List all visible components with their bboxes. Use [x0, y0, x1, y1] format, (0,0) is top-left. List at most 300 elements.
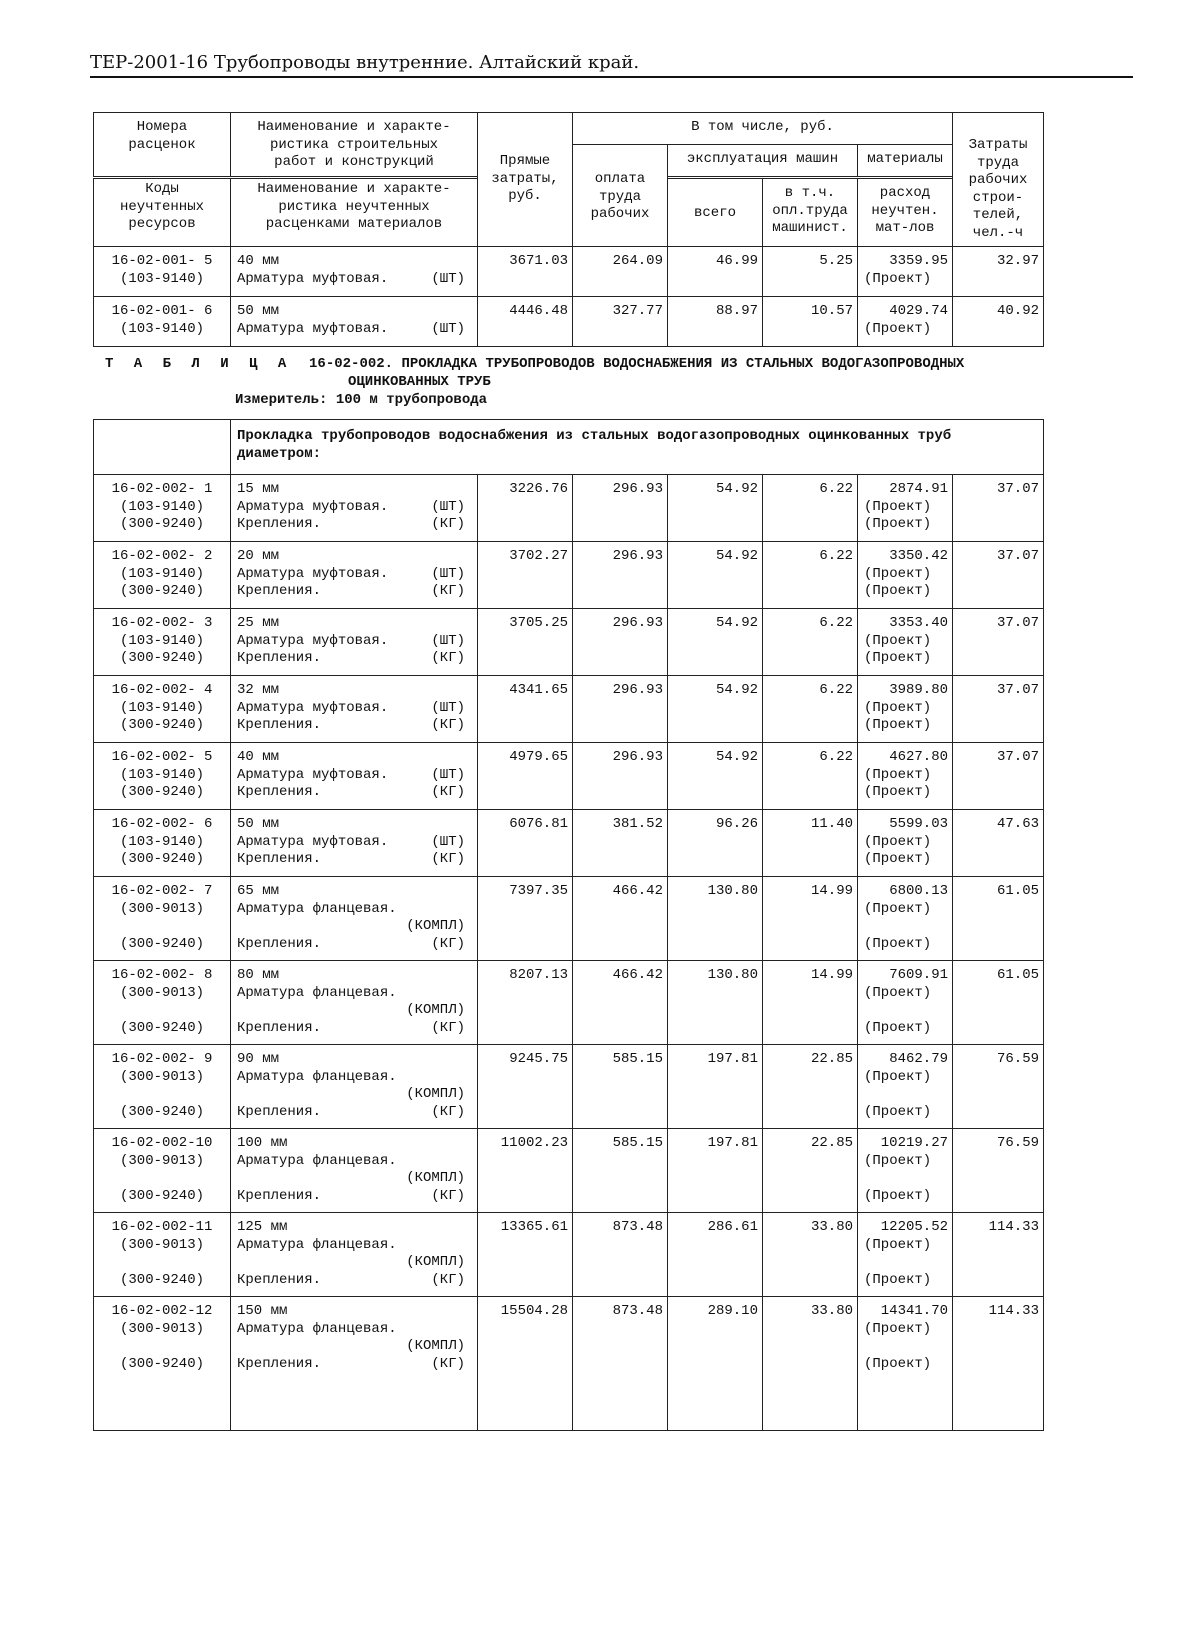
rate-code-cell	[94, 810, 231, 877]
rate-code: 16-02-002- 1	[111, 481, 213, 497]
material-line	[237, 1086, 465, 1104]
rate-code-cell	[94, 609, 231, 676]
material-name: Крепления.	[237, 1187, 322, 1204]
material-line	[237, 767, 465, 785]
work-description-cell	[231, 877, 478, 961]
machines-operator-pay: 6.22	[763, 542, 858, 609]
materials-cost: 2874.91	[889, 481, 948, 497]
machines-operator-pay: 6.22	[763, 609, 858, 676]
resource-code: (300-9240)	[119, 1187, 204, 1204]
resource-code	[94, 1170, 230, 1188]
materials-cost: 3350.42	[889, 548, 948, 564]
machines-operator-pay: 22.85	[763, 1045, 858, 1129]
resource-code: (300-9240)	[119, 516, 204, 532]
labor-hours: 37.07	[953, 609, 1044, 676]
col-materials: материалы	[858, 145, 953, 177]
material-name: Арматура муфтовая.	[237, 632, 389, 649]
table-row	[94, 1213, 1044, 1297]
material-name	[237, 1002, 406, 1020]
labor-hours: 47.63	[953, 810, 1044, 877]
rate-code: 16-02-002- 6	[111, 816, 213, 832]
materials-cost: 12205.52	[880, 1219, 948, 1235]
materials-cell	[858, 542, 953, 609]
machines-total: 130.80	[668, 877, 763, 961]
labor-hours: 37.07	[953, 475, 1044, 542]
labor-pay: 296.93	[573, 609, 668, 676]
labor-pay: 264.09	[573, 247, 668, 297]
material-unit: (КГ)	[431, 583, 465, 599]
material-unit: (КГ)	[431, 851, 465, 867]
materials-note: (Проект)	[864, 498, 932, 515]
table-row	[94, 475, 1044, 542]
materials-note: (Проект)	[864, 516, 932, 532]
resource-code: (103-9140)	[119, 833, 204, 850]
materials-cost: 3989.80	[889, 682, 948, 698]
table-title	[105, 356, 964, 374]
rate-code: 16-02-002-10	[111, 1135, 213, 1151]
materials-cell	[858, 1045, 953, 1129]
pipe-size: 32 мм	[237, 682, 280, 698]
labor-pay: 585.15	[573, 1045, 668, 1129]
table-row	[94, 810, 1044, 877]
pipe-size: 65 мм	[237, 883, 280, 899]
materials-note	[858, 918, 952, 936]
work-description-cell	[231, 609, 478, 676]
pipe-size: 40 мм	[237, 253, 280, 269]
rate-code: 16-02-002- 7	[111, 883, 213, 899]
labor-hours: 114.33	[953, 1213, 1044, 1297]
material-name: Арматура муфтовая.	[237, 270, 389, 287]
direct-cost: 4341.65	[478, 676, 573, 743]
pipe-size: 80 мм	[237, 967, 280, 983]
resource-code: (300-9013)	[119, 900, 204, 917]
material-unit: (ШТ)	[431, 632, 465, 649]
machines-operator-pay: 6.22	[763, 743, 858, 810]
material-line	[237, 321, 465, 339]
resource-code: (300-9240)	[119, 1271, 204, 1288]
materials-note: (Проект)	[864, 784, 932, 800]
material-unit: (ШТ)	[431, 565, 465, 582]
material-name: Крепления.	[237, 935, 322, 952]
material-line	[237, 985, 465, 1003]
material-name: Крепления.	[237, 583, 322, 599]
material-name: Крепления.	[237, 516, 322, 532]
machines-operator-pay: 14.99	[763, 877, 858, 961]
table-row	[94, 609, 1044, 676]
materials-note: (Проект)	[864, 699, 932, 716]
labor-pay: 873.48	[573, 1213, 668, 1297]
table-row	[94, 1297, 1044, 1431]
work-description-cell	[231, 1297, 478, 1431]
material-line	[237, 1272, 465, 1290]
material-unit: (КГ)	[431, 650, 465, 666]
materials-note: (Проект)	[864, 935, 932, 952]
materials-cell	[858, 1213, 953, 1297]
work-description-cell	[231, 297, 478, 347]
material-unit: (ШТ)	[431, 320, 465, 337]
material-line	[237, 1170, 465, 1188]
resource-code: (300-9240)	[119, 1355, 204, 1372]
materials-cost: 4029.74	[889, 303, 949, 319]
labor-hours: 76.59	[953, 1129, 1044, 1213]
col-rate-numbers: Номера расценок	[94, 113, 231, 177]
materials-note: (Проект)	[864, 632, 932, 649]
pipe-size: 50 мм	[237, 816, 280, 832]
material-unit: (ШТ)	[431, 766, 465, 783]
materials-cost: 10219.27	[880, 1135, 948, 1151]
material-line	[237, 834, 465, 852]
material-line	[237, 1153, 465, 1171]
machines-total: 286.61	[668, 1213, 763, 1297]
machines-total: 54.92	[668, 475, 763, 542]
direct-cost: 3671.03	[478, 247, 573, 297]
material-unit: (КГ)	[431, 1355, 465, 1372]
material-name	[237, 918, 406, 936]
material-unit: (КГ)	[431, 784, 465, 800]
material-name: Крепления.	[237, 1103, 322, 1120]
rate-code: 16-02-001- 5	[111, 253, 213, 269]
labor-pay: 466.42	[573, 877, 668, 961]
page-header	[90, 52, 1133, 78]
material-unit: (КГ)	[431, 935, 465, 952]
material-name: Арматура фланцевая.	[237, 984, 397, 1001]
resource-code	[94, 1254, 230, 1272]
rate-code: 16-02-001- 6	[111, 303, 213, 319]
material-name: Арматура муфтовая.	[237, 320, 389, 337]
material-line	[237, 851, 465, 869]
machines-operator-pay: 33.80	[763, 1213, 858, 1297]
materials-cell	[858, 247, 953, 297]
materials-note: (Проект)	[864, 1019, 932, 1036]
material-line	[237, 717, 465, 735]
work-description-cell	[231, 1129, 478, 1213]
materials-cost: 3359.95	[889, 253, 949, 269]
machines-operator-pay: 10.57	[763, 297, 858, 347]
materials-cell	[858, 743, 953, 810]
rate-code: 16-02-002- 4	[111, 682, 213, 698]
labor-hours: 32.97	[953, 247, 1044, 297]
machines-operator-pay: 14.99	[763, 961, 858, 1045]
resource-code: (300-9240)	[119, 935, 204, 952]
pipe-size: 20 мм	[237, 548, 280, 564]
rate-code: 16-02-002- 2	[111, 548, 213, 564]
direct-cost: 8207.13	[478, 961, 573, 1045]
labor-pay: 466.42	[573, 961, 668, 1045]
material-name: Арматура фланцевая.	[237, 1152, 397, 1169]
labor-hours: 37.07	[953, 743, 1044, 810]
direct-cost: 7397.35	[478, 877, 573, 961]
resource-code: (103-9140)	[119, 320, 204, 337]
material-name	[237, 1170, 406, 1188]
machines-total: 88.97	[668, 297, 763, 347]
material-line	[237, 1002, 465, 1020]
resource-code: (300-9240)	[119, 784, 204, 800]
pipe-size: 25 мм	[237, 615, 280, 631]
table-row	[94, 542, 1044, 609]
materials-note: (Проект)	[864, 717, 932, 733]
direct-cost: 4446.48	[478, 297, 573, 347]
materials-note	[858, 1086, 952, 1104]
material-name: Арматура муфтовая.	[237, 565, 389, 582]
materials-cell	[858, 1297, 953, 1431]
rate-code-cell	[94, 1297, 231, 1431]
resource-code: (300-9240)	[119, 1103, 204, 1120]
work-description-cell	[231, 1045, 478, 1129]
machines-operator-pay: 5.25	[763, 247, 858, 297]
material-unit: (КОМПЛ)	[406, 918, 465, 934]
resource-code	[94, 918, 230, 936]
materials-cell	[858, 297, 953, 347]
machines-total: 197.81	[668, 1129, 763, 1213]
work-description-cell	[231, 542, 478, 609]
material-line	[237, 1356, 465, 1374]
materials-note: (Проект)	[864, 851, 932, 867]
material-line	[237, 901, 465, 919]
material-name: Арматура муфтовая.	[237, 833, 389, 850]
materials-note: (Проект)	[864, 1152, 932, 1169]
pipe-size: 40 мм	[237, 749, 280, 765]
direct-cost: 15504.28	[478, 1297, 573, 1431]
direct-cost: 9245.75	[478, 1045, 573, 1129]
section-caption: Прокладка трубопроводов водоснабжения из стальных водогазопроводных оцинкованных труб диаметром:	[231, 420, 1044, 475]
materials-note	[858, 1002, 952, 1020]
material-unit: (КГ)	[431, 717, 465, 733]
materials-cell	[858, 475, 953, 542]
rate-code-cell	[94, 1129, 231, 1213]
table-row	[94, 743, 1044, 810]
resource-code	[94, 1338, 230, 1356]
table-row	[94, 961, 1044, 1045]
page-title: ТЕР-2001-16 Трубопроводы внутренние. Алтайский край.	[90, 52, 640, 73]
machines-operator-pay: 22.85	[763, 1129, 858, 1213]
rate-code: 16-02-002-11	[111, 1219, 213, 1235]
materials-note: (Проект)	[864, 650, 932, 666]
labor-pay: 296.93	[573, 676, 668, 743]
materials-cell	[858, 961, 953, 1045]
machines-total: 197.81	[668, 1045, 763, 1129]
material-name: Крепления.	[237, 1355, 322, 1372]
material-line	[237, 1069, 465, 1087]
machines-total: 130.80	[668, 961, 763, 1045]
rate-code-cell	[94, 475, 231, 542]
material-unit: (КОМПЛ)	[406, 1254, 465, 1270]
materials-note: (Проект)	[864, 766, 932, 783]
resource-code: (300-9013)	[119, 1320, 204, 1337]
material-name: Крепления.	[237, 717, 322, 733]
work-description-cell	[231, 810, 478, 877]
col-pay: оплата труда рабочих	[573, 145, 668, 247]
resource-code: (300-9240)	[119, 717, 204, 733]
material-line	[237, 583, 465, 601]
labor-pay: 327.77	[573, 297, 668, 347]
direct-cost: 3705.25	[478, 609, 573, 676]
materials-note: (Проект)	[864, 1271, 932, 1288]
material-unit: (ШТ)	[431, 699, 465, 716]
labor-pay: 381.52	[573, 810, 668, 877]
material-line	[237, 700, 465, 718]
resource-code: (300-9013)	[119, 1152, 204, 1169]
resource-code: (300-9240)	[119, 650, 204, 666]
materials-note	[858, 1254, 952, 1272]
material-line	[237, 566, 465, 584]
labor-pay: 585.15	[573, 1129, 668, 1213]
material-unit: (ШТ)	[431, 270, 465, 287]
material-name	[237, 1254, 406, 1272]
materials-cell	[858, 609, 953, 676]
pipe-size: 90 мм	[237, 1051, 280, 1067]
machines-total: 96.26	[668, 810, 763, 877]
material-name: Арматура фланцевая.	[237, 1068, 397, 1085]
pipe-size: 150 мм	[237, 1303, 288, 1319]
material-line	[237, 271, 465, 289]
rates-table-top	[93, 112, 1044, 347]
materials-note: (Проект)	[864, 1355, 932, 1372]
materials-cost: 14341.70	[880, 1303, 948, 1319]
pipe-size: 15 мм	[237, 481, 280, 497]
rate-code: 16-02-002- 3	[111, 615, 213, 631]
material-line	[237, 1020, 465, 1038]
machines-operator-pay: 6.22	[763, 676, 858, 743]
material-name: Арматура фланцевая.	[237, 1236, 397, 1253]
materials-note	[858, 1170, 952, 1188]
materials-note: (Проект)	[864, 565, 932, 582]
materials-note: (Проект)	[864, 900, 932, 917]
resource-code: (103-9140)	[119, 766, 204, 783]
col-direct-costs: Прямые затраты, руб.	[478, 113, 573, 247]
materials-note: (Проект)	[864, 1236, 932, 1253]
material-name	[237, 1086, 406, 1104]
materials-note	[858, 1338, 952, 1356]
table-heading: 16-02-002. ПРОКЛАДКА ТРУБОПРОВОДОВ ВОДОСНАБЖЕНИЯ ИЗ СТАЛЬНЫХ ВОДОГАЗОПРОВОДНЫХ	[309, 356, 965, 372]
material-line	[237, 784, 465, 802]
material-name: Арматура фланцевая.	[237, 1320, 397, 1337]
material-line	[237, 1104, 465, 1122]
materials-note: (Проект)	[864, 270, 932, 287]
resource-code: (300-9240)	[119, 851, 204, 867]
rate-code-cell	[94, 676, 231, 743]
pipe-size: 125 мм	[237, 1219, 288, 1235]
resource-code: (300-9013)	[119, 1068, 204, 1085]
labor-pay: 296.93	[573, 743, 668, 810]
material-name: Арматура муфтовая.	[237, 766, 389, 783]
material-unit: (КГ)	[431, 1019, 465, 1036]
machines-total: 46.99	[668, 247, 763, 297]
material-line	[237, 936, 465, 954]
work-description-cell	[231, 961, 478, 1045]
machines-total: 54.92	[668, 609, 763, 676]
resource-code: (103-9140)	[119, 632, 204, 649]
resource-code	[94, 1086, 230, 1104]
rate-code: 16-02-002- 8	[111, 967, 213, 983]
materials-note: (Проект)	[864, 833, 932, 850]
table-row	[94, 297, 1044, 347]
materials-note: (Проект)	[864, 984, 932, 1001]
direct-cost: 13365.61	[478, 1213, 573, 1297]
labor-pay: 873.48	[573, 1297, 668, 1431]
material-unit: (ШТ)	[431, 833, 465, 850]
resource-code: (300-9013)	[119, 1236, 204, 1253]
col-materials-consumption: расход неучтен. мат-лов	[858, 179, 953, 247]
rate-code-cell	[94, 297, 231, 347]
resource-code: (300-9013)	[119, 984, 204, 1001]
material-line	[237, 516, 465, 534]
material-line	[237, 918, 465, 936]
machines-operator-pay: 6.22	[763, 475, 858, 542]
resource-code: (300-9240)	[119, 583, 204, 599]
col-resource-codes: Коды неучтенных ресурсов	[94, 179, 231, 247]
rate-code-cell	[94, 247, 231, 297]
material-line	[237, 499, 465, 517]
table-heading-2: ОЦИНКОВАННЫХ ТРУБ	[348, 374, 491, 390]
materials-cell	[858, 676, 953, 743]
rate-code: 16-02-002- 5	[111, 749, 213, 765]
material-name: Крепления.	[237, 851, 322, 867]
col-machines-operator: в т.ч. опл.труда машинист.	[763, 179, 858, 247]
rate-code-cell	[94, 1045, 231, 1129]
material-unit: (КГ)	[431, 1271, 465, 1288]
materials-note: (Проект)	[864, 1068, 932, 1085]
col-material-names: Наименование и характе- ристика неучтенных расценками материалов	[231, 179, 478, 247]
labor-hours: 76.59	[953, 1045, 1044, 1129]
labor-hours: 114.33	[953, 1297, 1044, 1431]
material-unit: (КГ)	[431, 1187, 465, 1204]
materials-cell	[858, 877, 953, 961]
material-unit: (КОМПЛ)	[406, 1002, 465, 1018]
materials-cost: 4627.80	[889, 749, 948, 765]
material-name: Крепления.	[237, 1271, 322, 1288]
direct-cost: 3702.27	[478, 542, 573, 609]
materials-note: (Проект)	[864, 583, 932, 599]
resource-code: (103-9140)	[119, 699, 204, 716]
machines-total: 289.10	[668, 1297, 763, 1431]
labor-hours: 40.92	[953, 297, 1044, 347]
materials-cell	[858, 810, 953, 877]
materials-note: (Проект)	[864, 320, 932, 337]
col-machines-total: всего	[668, 179, 763, 247]
material-name: Крепления.	[237, 650, 322, 666]
material-line	[237, 1254, 465, 1272]
material-name	[237, 1338, 406, 1356]
materials-cost: 6800.13	[889, 883, 948, 899]
work-description-cell	[231, 247, 478, 297]
labor-hours: 37.07	[953, 676, 1044, 743]
material-line	[237, 650, 465, 668]
pipe-size: 100 мм	[237, 1135, 288, 1151]
materials-cost: 7609.91	[889, 967, 948, 983]
material-line	[237, 1237, 465, 1255]
labor-pay: 296.93	[573, 475, 668, 542]
materials-cost: 8462.79	[889, 1051, 948, 1067]
machines-total: 54.92	[668, 542, 763, 609]
rate-code: 16-02-002- 9	[111, 1051, 213, 1067]
machines-total: 54.92	[668, 676, 763, 743]
col-work-name: Наименование и характе- ристика строительных работ и конструкций	[231, 113, 478, 177]
machines-operator-pay: 11.40	[763, 810, 858, 877]
direct-cost: 6076.81	[478, 810, 573, 877]
material-unit: (КГ)	[431, 516, 465, 532]
resource-code	[94, 1002, 230, 1020]
material-unit: (ШТ)	[431, 498, 465, 515]
rate-code-cell	[94, 1213, 231, 1297]
materials-cost: 5599.03	[889, 816, 948, 832]
section-blank	[94, 420, 231, 475]
table-row	[94, 247, 1044, 297]
table-row	[94, 1045, 1044, 1129]
resource-code: (103-9140)	[119, 498, 204, 515]
labor-pay: 296.93	[573, 542, 668, 609]
direct-cost: 3226.76	[478, 475, 573, 542]
materials-note: (Проект)	[864, 1103, 932, 1120]
